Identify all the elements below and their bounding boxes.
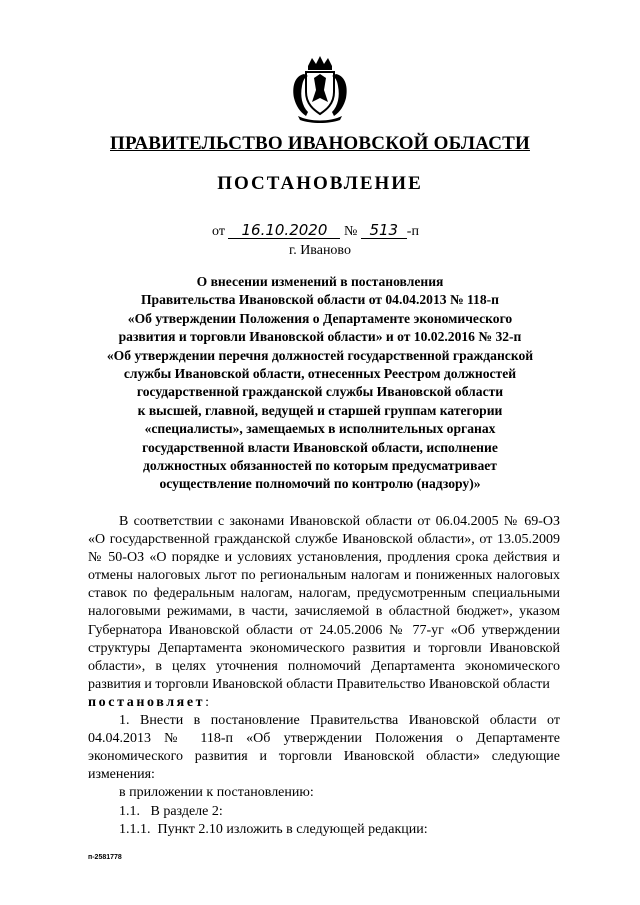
preamble-paragraph: В соответствии с законами Ивановской области от 06.04.2005 № 69-ОЗ «О государственной гражданской службе Ивановской области», от 13.05.2009 № 50-ОЗ «О порядке и условиях установления, продления срока действия и отмены налоговых льгот по региональным налогам и пониженных налоговых ставок по федеральным налогам, налогам, предусмотренным специальными налоговыми режимами, в части, зачисляемой в областной бюджет», указом Губернатора Ивановской области от 24.05.2006 № 77-уг «Об утверждении структуры Департамента экономического развития и торговли Ивановской области», в целях уточнения полномочий Департамента экономического развития и торговли Ивановской области Правительство Ивановской области [88, 514, 560, 692]
title-line: должностных обязанностей по которым предусматривает [143, 458, 497, 474]
title-line: осуществление полномочий по контролю (надзору)» [159, 476, 481, 492]
document-code: п-2581778 [88, 854, 122, 861]
handwritten-date: 16.10.2020 [228, 222, 340, 239]
title-line: «Об утверждении Положения о Департаменте экономического [127, 310, 513, 326]
title-line: службы Ивановской области, отнесенных Реестром должностей [123, 366, 517, 382]
city-name: г. Иваново [289, 243, 351, 258]
coat-of-arms-emblem [284, 52, 356, 124]
decree-word-line [88, 694, 560, 712]
title-line: Правительства Ивановской области от 04.04.2013 № 118-п [140, 292, 500, 308]
title-line: государственной власти Ивановской области, исполнение [142, 439, 498, 455]
title-line: к высшей, главной, ведущей и старшей группам категории [137, 402, 503, 418]
number-prefix: № [343, 224, 358, 239]
decree-colon: : [205, 694, 210, 710]
decree-word: постановляет [88, 694, 206, 710]
decree-body [88, 513, 560, 839]
date-prefix: от [212, 224, 225, 239]
document-type: ПОСТАНОВЛЕНИЕ [217, 173, 423, 194]
item-1-paragraph: 1. Внести в постановление Правительства Ивановской области от 04.04.2013 № 118-п «Об утверждении Положения о Департаменте экономического развития и торговли Ивановской области» следующие изменения: [88, 713, 560, 783]
date-number-line [212, 222, 419, 240]
title-line: «специалисты», замещаемых в исполнительных органах [144, 421, 496, 437]
handwritten-number: 513 [361, 222, 407, 239]
number-suffix: -п [406, 224, 419, 239]
title-line: государственной гражданской службы Ивановской области [136, 384, 504, 400]
annex-line: в приложении к постановлению: [119, 785, 314, 801]
title-line: О внесении изменений в постановления [196, 274, 444, 289]
organization-name: ПРАВИТЕЛЬСТВО ИВАНОВСКОЙ ОБЛАСТИ [110, 133, 530, 154]
decree-title [88, 273, 552, 494]
title-line: развития и торговли Ивановской области» и от 10.02.2016 № 32-п [118, 329, 522, 345]
title-line: «Об утверждении перечня должностей государственной гражданской [106, 347, 534, 363]
section-line: 1.1. В разделе 2: [119, 803, 223, 819]
point-line: 1.1.1. Пункт 2.10 изложить в следующей редакции: [119, 821, 428, 837]
